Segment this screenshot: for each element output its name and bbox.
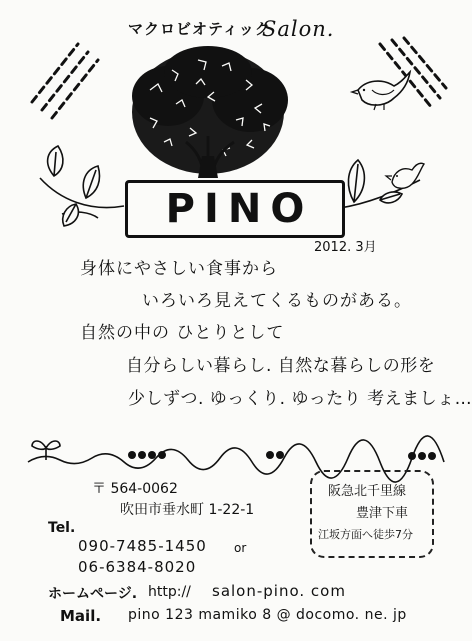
date-label: 2012. 3月 — [314, 240, 377, 255]
tel-label: Tel. — [48, 520, 76, 536]
logo-title: PINO — [165, 186, 314, 232]
homepage-link[interactable]: salon-pino. com — [212, 582, 346, 600]
access-line-2: 豊津下車 — [356, 506, 409, 521]
bird-icon — [352, 72, 410, 110]
small-bird-icon — [386, 163, 424, 188]
mail-address[interactable]: pino 123 mamiko 8 @ docomo. ne. jp — [128, 607, 407, 623]
tel-number-1[interactable]: 090-7485-1450 — [78, 537, 207, 555]
message-line-5: 少しずつ. ゆっくり. ゆったり 考えましょ… — [128, 389, 472, 409]
postal-code: 〒 564-0062 — [92, 481, 178, 497]
message-line-2: いろいろ見えてくるものがある。 — [142, 291, 412, 311]
message-line-4: 自分らしい暮らし. 自然な暮らしの形を — [126, 356, 436, 376]
tree-illustration-icon — [132, 46, 288, 178]
sprout-icon — [32, 441, 60, 460]
tel-number-2[interactable]: 06-6384-8020 — [78, 558, 197, 576]
mail-label: Mail. — [60, 607, 102, 625]
address: 吹田市垂水町 1-22-1 — [120, 502, 255, 518]
dashed-lines-left-icon — [32, 44, 98, 118]
ground-bumps-icon — [128, 451, 436, 460]
access-line-3: 江坂方面へ徒歩7分 — [318, 528, 413, 541]
header-subtitle: マクロビオティック — [128, 20, 271, 38]
homepage-label: ホームページ. — [48, 586, 138, 602]
message-line-1: 身体にやさしい食事から — [80, 259, 278, 279]
tel-or: or — [234, 541, 247, 555]
message-line-3: 自然の中の ひとりとして — [80, 323, 285, 343]
access-line-1: 阪急北千里線 — [328, 484, 407, 499]
header-salon: Salon. — [262, 17, 335, 41]
leaf-branch-left-icon — [40, 146, 124, 226]
homepage-prefix[interactable]: http:// — [148, 584, 191, 600]
logo-box — [125, 180, 345, 238]
